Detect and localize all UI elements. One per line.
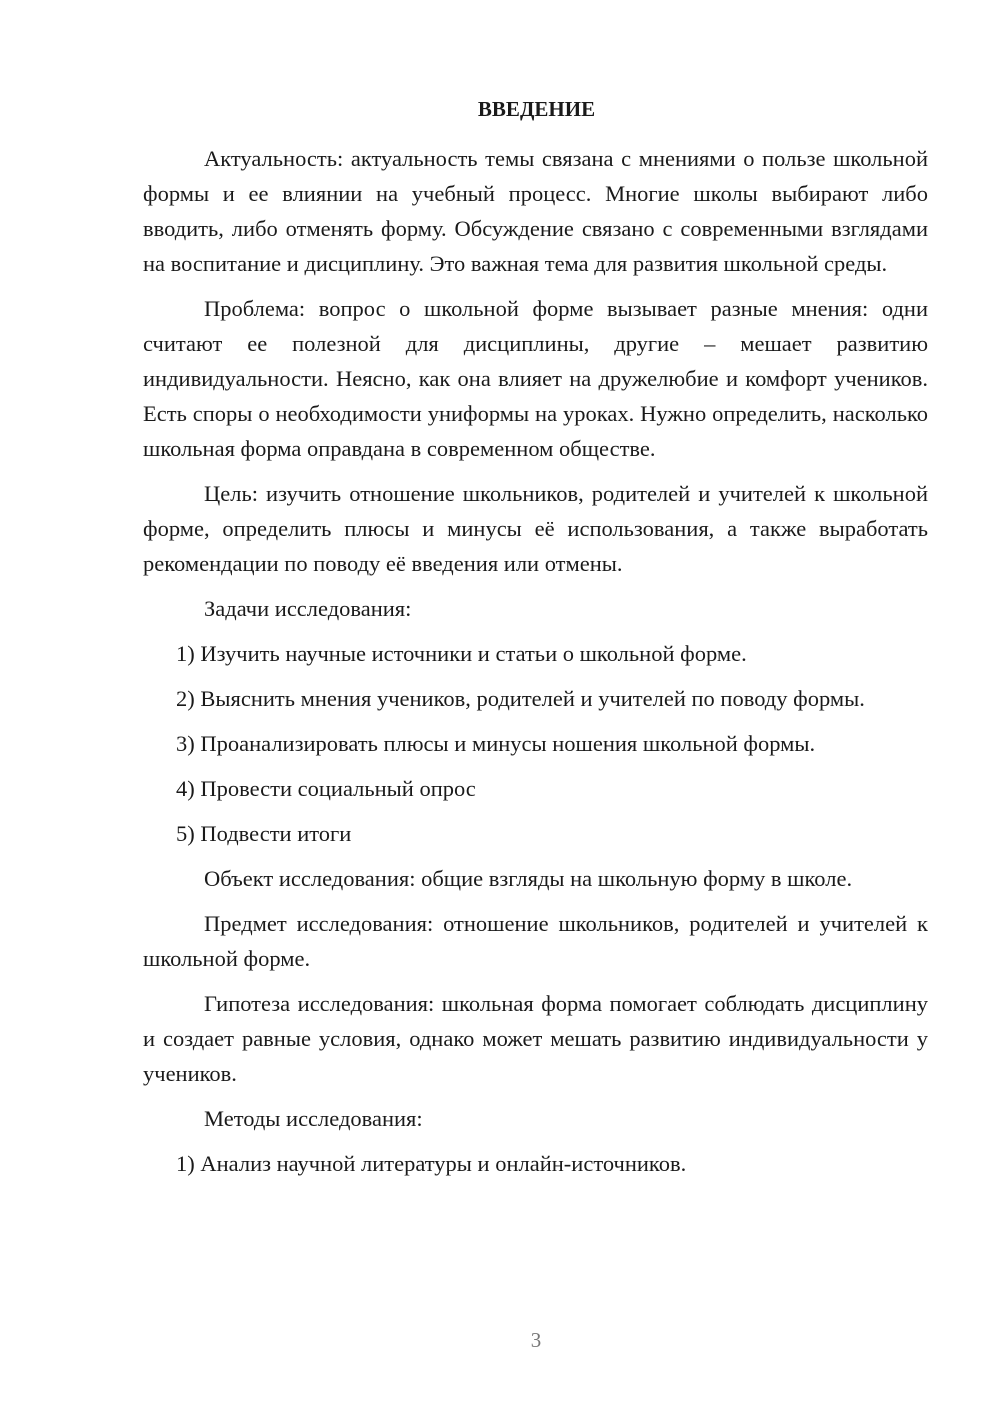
page-number: 3 xyxy=(530,1328,542,1352)
task-item-5: 5) Подвести итоги xyxy=(176,821,352,846)
paragraph-goal: Цель: изучить отношение школьников, родителей и учителей к школьной форме, определить плюсы и минусы её использования, а также выработать рекомендации по поводу её введения или отмены. xyxy=(143,481,928,576)
task-item-3: 3) Проанализировать плюсы и минусы ношения школьной формы. xyxy=(176,731,816,756)
paragraph-subject: Предмет исследования: отношение школьников, родителей и учителей к школьной форме. xyxy=(143,911,928,971)
task-item-1: 1) Изучить научные источники и статьи о школьной форме. xyxy=(176,641,747,666)
task-item-2: 2) Выяснить мнения учеников, родителей и учителей по поводу формы. xyxy=(176,686,865,711)
paragraph-object: Объект исследования: общие взгляды на школьную форму в школе. xyxy=(204,866,853,891)
paragraph-hypothesis: Гипотеза исследования: школьная форма помогает соблюдать дисциплину и создает равные условия, однако может мешать развитию индивидуальности у учеников. xyxy=(143,991,928,1086)
tasks-heading: Задачи исследования: xyxy=(204,596,412,621)
document-page xyxy=(143,92,928,1191)
section-title: ВВЕДЕНИЕ xyxy=(477,97,596,121)
task-item-4: 4) Провести социальный опрос xyxy=(176,776,476,801)
paragraph-relevance: Актуальность: актуальность темы связана с мнениями о пользе школьной формы и ее влиянии на учебный процесс. Многие школы выбирают либо вводить, либо отменять форму. Обсуждение связано с современными взглядами на воспитание и дисциплину. Это важная тема для развития школьной среды. xyxy=(143,146,928,276)
methods-heading: Методы исследования: xyxy=(204,1106,423,1131)
method-item-1: 1) Анализ научной литературы и онлайн-источников. xyxy=(176,1151,687,1176)
paragraph-problem: Проблема: вопрос о школьной форме вызывает разные мнения: одни считают ее полезной для дисциплины, другие – мешает развитию индивидуальности. Неясно, как она влияет на дружелюбие и комфорт учеников. Есть споры о необходимости униформы на уроках. Нужно определить, насколько школьная форма оправдана в современном обществе. xyxy=(143,296,928,461)
